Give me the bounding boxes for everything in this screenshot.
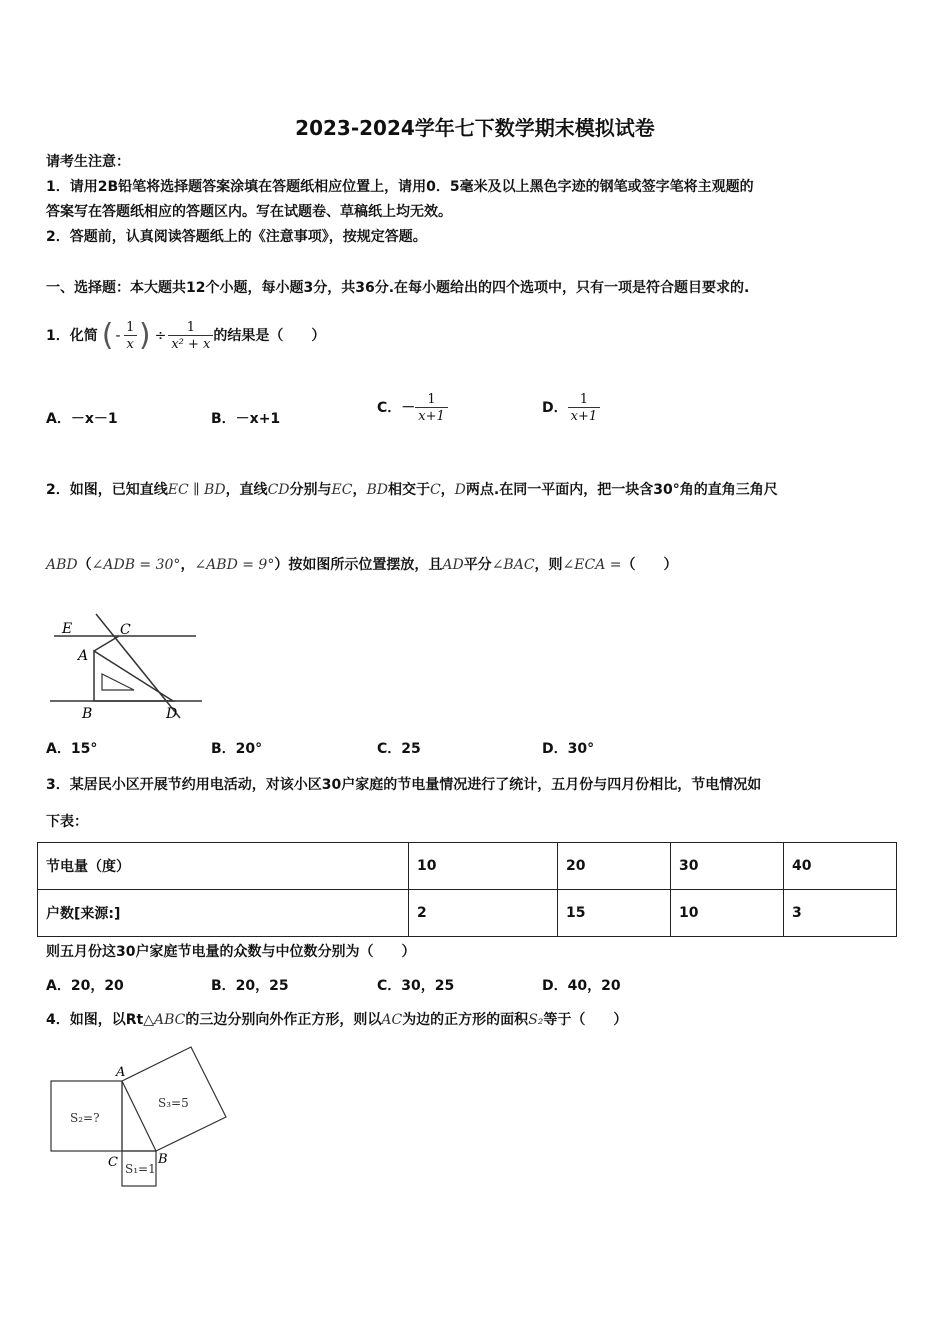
line-cd [96, 614, 180, 718]
q2-text-a: 2．如图，已知直线 [46, 482, 168, 498]
q1-option-c-num: 1 [427, 392, 436, 407]
q1-option-d-den: x+1 [568, 407, 601, 424]
label-d: D [166, 706, 178, 722]
q2-math-cd: CD [267, 482, 290, 498]
q3-option-a: A．20，20 [46, 978, 124, 994]
q2-text-2c: ）按如图所示位置摆放，且 [274, 557, 443, 573]
q2-math-bac: ∠BAC [491, 557, 535, 573]
q2-text-e: 相交于 [387, 482, 430, 498]
q2-math-c: C [429, 482, 441, 498]
q2-text-f: ， [440, 482, 455, 498]
q4-text-b: 的三边分别向外作正方形，则以 [185, 1012, 382, 1028]
q2-text-2f: （ ） [621, 557, 678, 573]
question-4 [46, 1010, 627, 1030]
q4-figure [46, 1040, 236, 1192]
question-1 [46, 316, 325, 356]
table-cell: 户数[来源:] [38, 890, 409, 937]
q1-option-d-label: D． [542, 400, 568, 416]
label-s1: S₁=1 [125, 1162, 156, 1176]
q1-frac-left [124, 320, 137, 352]
q2-math-ad: AD [442, 557, 464, 573]
q2-math-d: D [454, 482, 466, 498]
triangle-inner [102, 674, 134, 690]
paren-right-icon: ) [138, 318, 151, 353]
q2-text-2e: ，则 [534, 557, 563, 573]
q1-suffix: 的结果是（ ） [213, 328, 326, 344]
q2-text-d: ， [352, 482, 367, 498]
q2-option-a: A．15° [46, 741, 98, 757]
table-row [38, 843, 897, 890]
q1-frac-right-den: x² + x [168, 335, 213, 352]
question-2-line-1 [46, 480, 778, 500]
q3-question: 则五月份这30户家庭节电量的众数与中位数分别为（ ） [46, 944, 416, 960]
q4-math-abc: ABC [153, 1012, 186, 1028]
q1-option-a: A．－x－1 [46, 411, 118, 427]
q2-math-abd-angle: ∠ABD = 9° [194, 557, 275, 573]
paren-left-icon: ( [101, 318, 114, 353]
q2-math-adb: ∠ADB = 30° [91, 557, 181, 573]
q1-option-b: B．－x+1 [211, 411, 281, 427]
q2-text-2b: ， [180, 557, 195, 573]
label-s3: S₃=5 [158, 1096, 189, 1110]
q2-text-2a: （ [77, 557, 92, 573]
q4-math-s2: S₂ [528, 1012, 544, 1028]
q2-option-b: B．20° [211, 741, 263, 757]
label-c: C [108, 1155, 118, 1170]
table-cell: 30 [671, 843, 784, 890]
q4-text-d: 等于（ ） [543, 1012, 628, 1028]
table-cell: 2 [409, 890, 558, 937]
question-3-line-1: 3．某居民小区开展节约用电活动，对该小区30户家庭的节电量情况进行了统计，五月份与四月份相比，节电情况如 [46, 777, 762, 793]
q1-option-d [542, 386, 600, 430]
page-title: 2023-2024学年七下数学期末模拟试卷 [295, 116, 655, 140]
q3-option-d: D．40，20 [542, 978, 621, 994]
notice-line-1a: 1．请用2B铅笔将选择题答案涂填在答题纸相应位置上，请用0．5毫米及以上黑色字迹的钢笔或签字笔将主观题的 [46, 179, 754, 195]
table-cell: 20 [558, 843, 671, 890]
label-c: C [120, 622, 131, 638]
q2-math-eca: ∠ECA = [562, 557, 622, 573]
q1-frac-left-den: x [124, 335, 137, 352]
table-cell: 3 [784, 890, 897, 937]
label-a: A [116, 1065, 126, 1080]
q3-table [37, 842, 897, 937]
q1-option-c-den: x+1 [415, 407, 448, 424]
q1-option-c-label: C．－ [377, 400, 416, 416]
q2-text-c: 分别与 [289, 482, 332, 498]
q4-math-ac: AC [381, 1012, 403, 1028]
label-s2: S₂=? [70, 1111, 100, 1125]
line-ac [94, 636, 119, 651]
q2-math-ec-bd: EC ∥ BD [167, 482, 226, 498]
q2-math-abd: ABD [46, 557, 78, 573]
label-a: A [78, 648, 89, 664]
table-cell: 节电量（度） [38, 843, 409, 890]
question-3-line-2: 下表： [46, 814, 88, 830]
notice-line-1b: 答案写在答题纸相应的答题区内。写在试题卷、草稿纸上均无效。 [46, 204, 452, 220]
label-e: E [62, 621, 73, 637]
table-cell: 10 [409, 843, 558, 890]
section-heading: 一、选择题：本大题共12个小题，每小题3分，共36分.在每小题给出的四个选项中，只有一项是符合题目要求的. [46, 280, 750, 296]
q2-math-bd: BD [366, 482, 388, 498]
q1-frac-right-num: 1 [186, 320, 195, 335]
q2-text-g: 两点.在同一平面内，把一块含30°角的直角三角尺 [465, 482, 778, 498]
question-2-line-2 [46, 555, 677, 575]
label-b: B [158, 1152, 168, 1167]
q1-div: ÷ [154, 328, 167, 344]
q2-text-2d: 平分 [463, 557, 492, 573]
table-cell: 10 [671, 890, 784, 937]
q2-figure [46, 608, 206, 724]
q3-option-b: B．20，25 [211, 978, 289, 994]
table-row [38, 890, 897, 937]
q1-option-c-frac [415, 392, 448, 424]
q1-frac-right [168, 320, 213, 352]
q4-text-a: 4．如图，以Rt△ [46, 1012, 154, 1028]
notice-line-2: 2．答题前，认真阅读答题纸上的《注意事项》，按规定答题。 [46, 229, 427, 245]
q2-option-d: D．30° [542, 741, 595, 757]
q1-option-d-frac [568, 392, 601, 424]
q1-prefix: 1．化简 [46, 328, 98, 344]
q1-minus: - [115, 328, 121, 344]
q2-math-ec: EC [331, 482, 353, 498]
notice-heading: 请考生注意： [46, 154, 130, 170]
q1-frac-left-num: 1 [126, 320, 135, 335]
table-cell: 40 [784, 843, 897, 890]
q3-option-c: C．30，25 [377, 978, 455, 994]
table-cell: 15 [558, 890, 671, 937]
q1-option-c [377, 386, 448, 430]
q4-text-c: 为边的正方形的面积 [402, 1012, 529, 1028]
q2-option-c: C．25 [377, 741, 421, 757]
q1-option-d-num: 1 [579, 392, 589, 407]
label-b: B [82, 706, 93, 722]
q2-text-b: ，直线 [225, 482, 268, 498]
